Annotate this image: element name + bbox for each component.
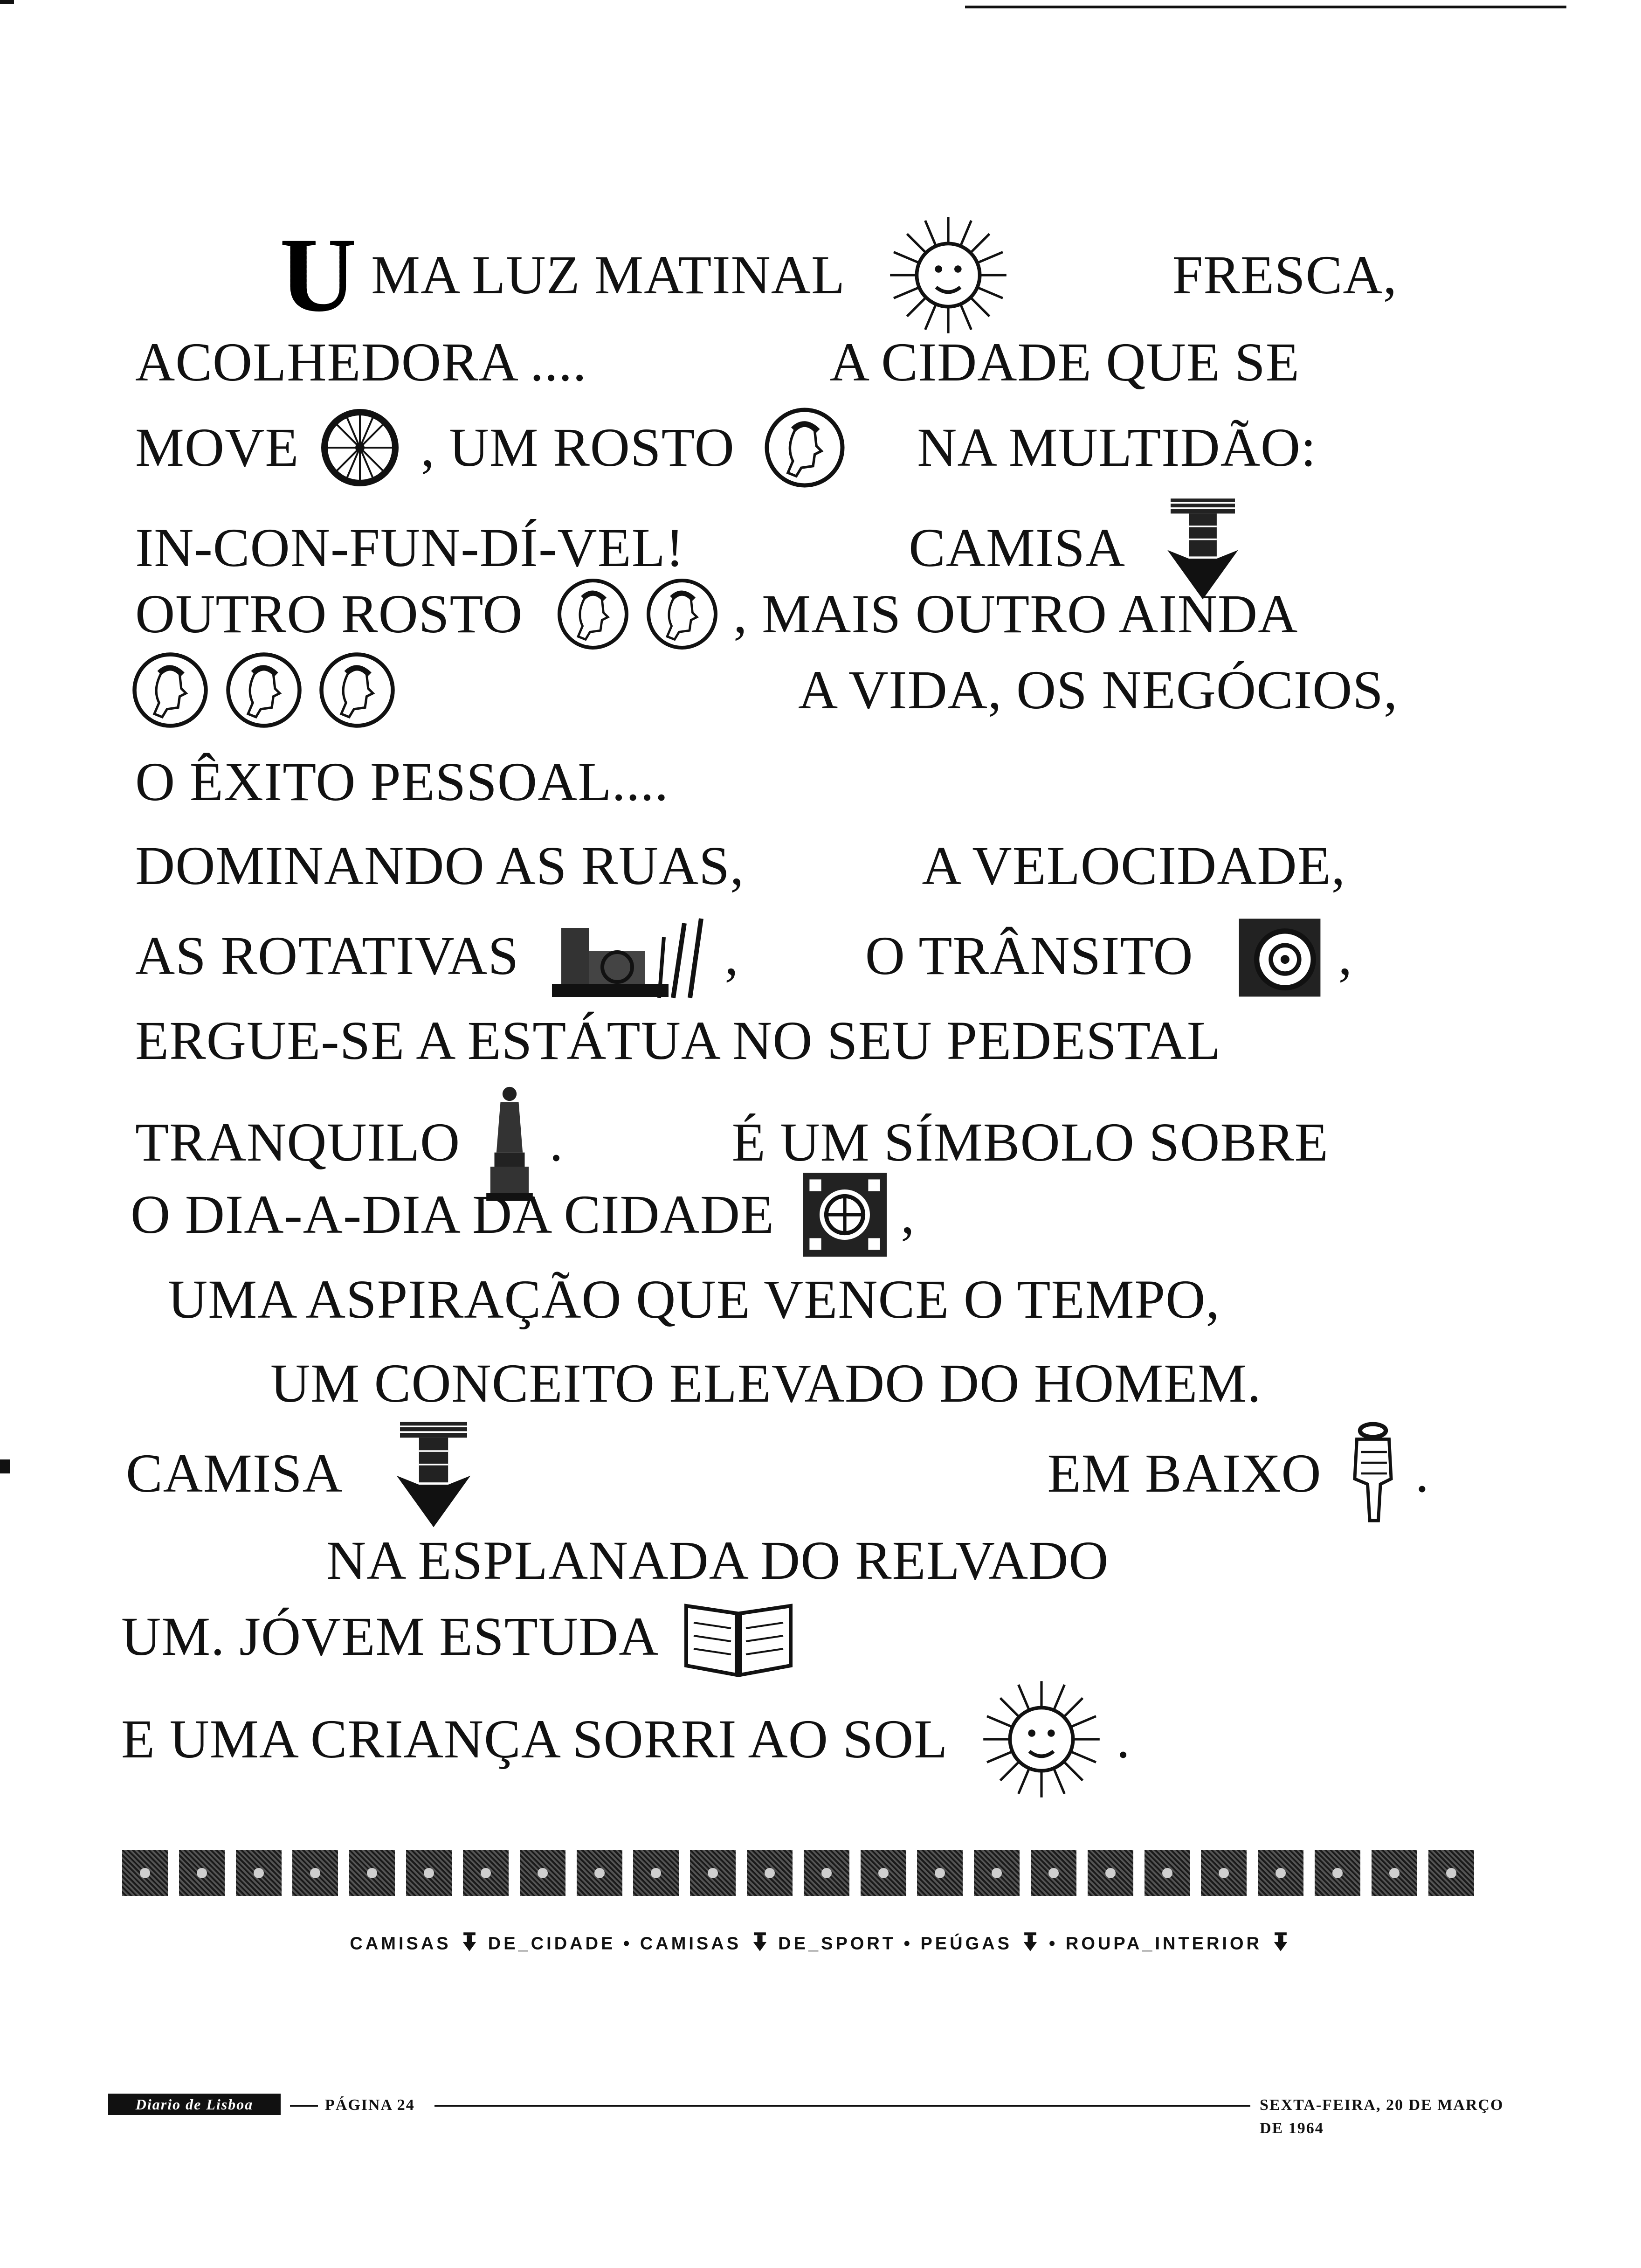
ornament-square — [349, 1850, 395, 1896]
ornament-square — [179, 1850, 225, 1896]
page-footer — [108, 2094, 1507, 2137]
poem-line-2 — [135, 322, 1300, 397]
poem-line-5 — [135, 574, 1298, 654]
poem-text: O TRÂNSITO — [865, 925, 1193, 986]
open-book-icon — [683, 1595, 794, 1679]
poem-text: E UMA CRIANÇA SORRI AO SOL — [121, 1708, 948, 1770]
poem-line-17 — [121, 1595, 794, 1679]
poem-text: NA ESPLANADA DO RELVADO — [326, 1529, 1109, 1591]
profile-coin-icon — [317, 648, 397, 732]
top-rule — [965, 6, 1566, 8]
brand-t-arrow-icon — [1274, 1930, 1288, 1957]
ornament-square — [577, 1850, 622, 1896]
poem-text: A VIDA, OS NEGÓCIOS, — [798, 659, 1398, 720]
poem-text: É UM SÍMBOLO SOBRE — [731, 1112, 1329, 1173]
ornament-square — [633, 1850, 679, 1896]
ornament-square — [1428, 1850, 1474, 1896]
ornament-square — [520, 1850, 565, 1896]
scan-mark — [0, 0, 14, 4]
ornament-square — [1088, 1850, 1133, 1896]
poem-line-7 — [135, 741, 669, 817]
poem-line-3 — [135, 406, 1317, 490]
poem-text: AS ROTATIVAS — [135, 925, 519, 986]
poem-text: ACOLHEDORA .... — [135, 331, 587, 393]
separator: • — [1049, 1934, 1058, 1954]
poem-line-10 — [135, 1000, 1221, 1076]
poem-text: OUTRO ROSTO — [135, 583, 523, 644]
poem-text: A CIDADE QUE SE — [829, 331, 1300, 393]
decorative-square-border — [122, 1850, 1474, 1902]
pointing-hand-icon — [1345, 1420, 1401, 1527]
ornament-square — [1031, 1850, 1076, 1896]
poem-text: . — [1116, 1708, 1131, 1770]
poem-text: , UM ROSTO — [421, 417, 735, 478]
poem-line-15 — [126, 1418, 1429, 1529]
product-label: DE_SPORT — [778, 1934, 896, 1954]
ornament-square — [122, 1850, 168, 1896]
ornament-square — [1315, 1850, 1360, 1896]
drop-cap: U — [280, 216, 357, 334]
poem-text: FRESCA, — [1172, 244, 1398, 305]
profile-coin-icon — [556, 574, 630, 654]
poem-text: EM BAIXO — [1047, 1443, 1322, 1504]
product-label: PEÚGAS — [920, 1934, 1012, 1954]
profile-coin-icon — [224, 648, 303, 732]
poem-text: UMA ASPIRAÇÃO QUE VENCE O TEMPO, — [168, 1268, 1220, 1330]
poem-line-9 — [135, 909, 1352, 1003]
newspaper-masthead: Diario de Lisboa — [108, 2094, 281, 2115]
poem-text: , — [901, 1184, 915, 1245]
page-number: PÁGINA 24 — [325, 2096, 415, 2114]
ornament-square — [1372, 1850, 1417, 1896]
ornament-square — [1258, 1850, 1303, 1896]
city-emblem-icon — [803, 1170, 887, 1259]
poem-line-14 — [270, 1343, 1262, 1418]
brand-t-arrow-icon — [462, 1930, 476, 1957]
poem-line-16 — [326, 1520, 1109, 1596]
poem-text: , MAIS OUTRO AINDA — [733, 583, 1298, 644]
poem-line-6 — [131, 648, 1398, 732]
footer-rule — [290, 2105, 318, 2107]
poem-text: , — [1338, 925, 1353, 986]
brand-t-arrow-icon — [753, 1930, 767, 1957]
poem-line-12 — [131, 1170, 915, 1259]
poem-text: TRANQUILO — [135, 1112, 461, 1173]
ornament-square — [974, 1850, 1020, 1896]
ornament-square — [804, 1850, 849, 1896]
sun-face-icon — [981, 1679, 1102, 1800]
profile-coin-icon — [763, 406, 847, 490]
printing-press-icon — [552, 909, 710, 1003]
poem-text: CAMISA — [126, 1443, 343, 1504]
poem-text: ERGUE-SE A ESTÁTUA NO SEU PEDESTAL — [135, 1010, 1221, 1071]
separator: • — [903, 1934, 913, 1954]
ornament-square — [1145, 1850, 1190, 1896]
sun-face-icon — [888, 214, 1009, 336]
product-label: CAMISAS — [640, 1934, 742, 1954]
poem-text: CAMISA — [909, 517, 1126, 578]
poem-text: UM CONCEITO ELEVADO DO HOMEM. — [270, 1352, 1262, 1414]
poem-text: DOMINANDO AS RUAS, — [135, 835, 745, 896]
ornament-square — [1201, 1850, 1247, 1896]
poem-text: MOVE — [135, 417, 299, 478]
poem-text: O ÊXITO PESSOAL.... — [135, 751, 669, 812]
product-label: ROUPA_INTERIOR — [1065, 1934, 1262, 1954]
poem-text: A VELOCIDADE, — [922, 835, 1346, 896]
poem-line-1 — [280, 214, 1397, 336]
profile-coin-icon — [131, 648, 210, 732]
profile-coin-icon — [645, 574, 719, 654]
poem-text: IN-CON-FUN-DÍ-VEL! — [135, 517, 685, 578]
traffic-wheel-icon — [1235, 909, 1324, 1003]
poem-text: NA MULTIDÃO: — [917, 417, 1317, 478]
product-label: CAMISAS — [350, 1934, 451, 1954]
ornament-square — [463, 1850, 509, 1896]
poem-text: , — [724, 925, 739, 986]
ornament-square — [861, 1850, 906, 1896]
brand-t-arrow-icon — [1023, 1930, 1037, 1957]
bicycle-wheel-icon — [313, 406, 407, 490]
issue-date: SEXTA-FEIRA, 20 DE MARÇO DE 1964 — [1260, 2096, 1504, 2137]
ornament-square — [406, 1850, 452, 1896]
poem-line-8 — [135, 825, 1345, 901]
ornament-square — [690, 1850, 736, 1896]
separator: • — [623, 1934, 633, 1954]
poem-text: . — [1415, 1443, 1430, 1504]
footer-rule — [434, 2105, 1250, 2107]
poem-text: MA LUZ MATINAL — [371, 244, 846, 305]
product-label: DE_CIDADE — [488, 1934, 616, 1954]
brand-t-arrow-icon — [394, 1418, 473, 1529]
scan-mark — [0, 1459, 10, 1473]
poem-line-18 — [121, 1679, 1131, 1800]
ornament-square — [236, 1850, 282, 1896]
product-list — [0, 1930, 1641, 1957]
poem-text: . — [549, 1112, 564, 1173]
poem-text: UM. JÓVEM ESTUDA — [121, 1606, 659, 1667]
ornament-square — [292, 1850, 338, 1896]
ornament-square — [917, 1850, 963, 1896]
poem-text: O DIA-A-DIA DA CIDADE — [131, 1184, 775, 1245]
ornament-square — [747, 1850, 793, 1896]
poem-line-13 — [168, 1259, 1220, 1335]
